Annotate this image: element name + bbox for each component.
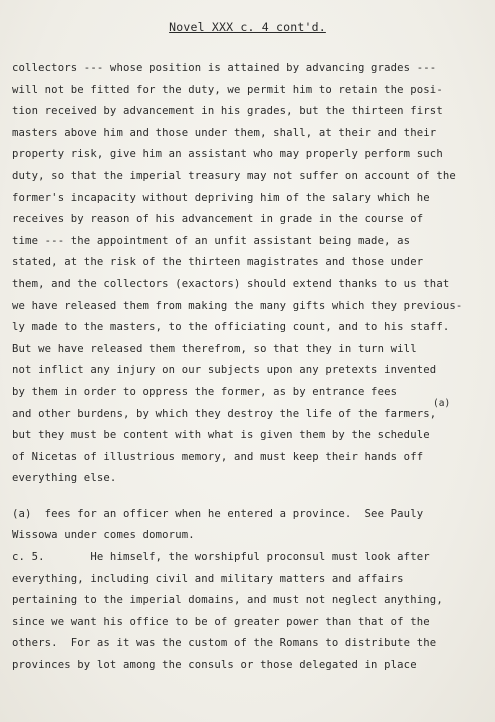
text-line: masters above him and those under them, shall, at their and their xyxy=(12,126,437,139)
document-body xyxy=(12,58,490,677)
text-line: But we have released them therefrom, so that they in turn will xyxy=(12,342,417,355)
text-line: c. 5. He himself, the worshipful proconsul must look after xyxy=(12,551,430,564)
text-line: and other burdens, by which they destroy the life of the farmers, xyxy=(12,407,437,420)
text-line: others. For as it was the custom of the Romans to distribute the xyxy=(12,637,437,650)
footnote xyxy=(12,504,490,547)
text-line: stated, at the risk of the thirteen magistrates and those under xyxy=(12,256,424,269)
text-line: tion received by advancement in his grades, but the thirteen first xyxy=(12,105,443,118)
text-line: property risk, give him an assistant who may properly perform such xyxy=(12,148,443,161)
footnote-line: (a) fees for an officer when he entered a province. See Pauly xyxy=(12,507,424,520)
text-line: but they must be content with what is given them by the schedule xyxy=(12,429,430,442)
text-line: provinces by lot among the consuls or those delegated in place xyxy=(12,659,417,672)
text-line: everything else. xyxy=(12,472,117,485)
text-line: former's incapacity without depriving him of the salary which he xyxy=(12,191,430,204)
text-line: will not be fitted for the duty, we permit him to retain the posi- xyxy=(12,83,443,96)
text-line: not inflict any injury on our subjects upon any pretexts invented xyxy=(12,364,437,377)
text-line: of Nicetas of illustrious memory, and must keep their hands off xyxy=(12,450,424,463)
text-line: time --- the appointment of an unfit assistant being made, as xyxy=(12,234,411,247)
text-line: everything, including civil and military matters and affairs xyxy=(12,572,404,585)
text-line: collectors --- whose position is attained by advancing grades --- xyxy=(12,62,437,74)
text-line: by them in order to oppress the former, as by entrance fees xyxy=(12,385,398,398)
text-line: receives by reason of his advancement in grade in the course of xyxy=(12,213,424,226)
text-line: duty, so that the imperial treasury may not suffer on account of the xyxy=(12,169,456,182)
text-line: them, and the collectors (exactors) should extend thanks to us that xyxy=(12,277,450,290)
paragraph-1 xyxy=(12,58,490,490)
text-line: we have released them from making the many gifts which they previous- xyxy=(12,299,463,312)
paragraph-gap xyxy=(12,490,490,504)
text-line: pertaining to the imperial domains, and must not neglect anything, xyxy=(12,594,443,607)
paragraph-2 xyxy=(12,547,490,677)
text-line: since we want his office to be of greater power than that of the xyxy=(12,615,430,628)
footnote-line: Wissowa under comes domorum. xyxy=(12,529,195,542)
page-header: Novel XXX c. 4 cont'd. xyxy=(169,20,326,34)
text-line: ly made to the masters, to the officiating count, and to his staff. xyxy=(12,321,450,334)
footnote-marker: (a) xyxy=(433,398,451,409)
